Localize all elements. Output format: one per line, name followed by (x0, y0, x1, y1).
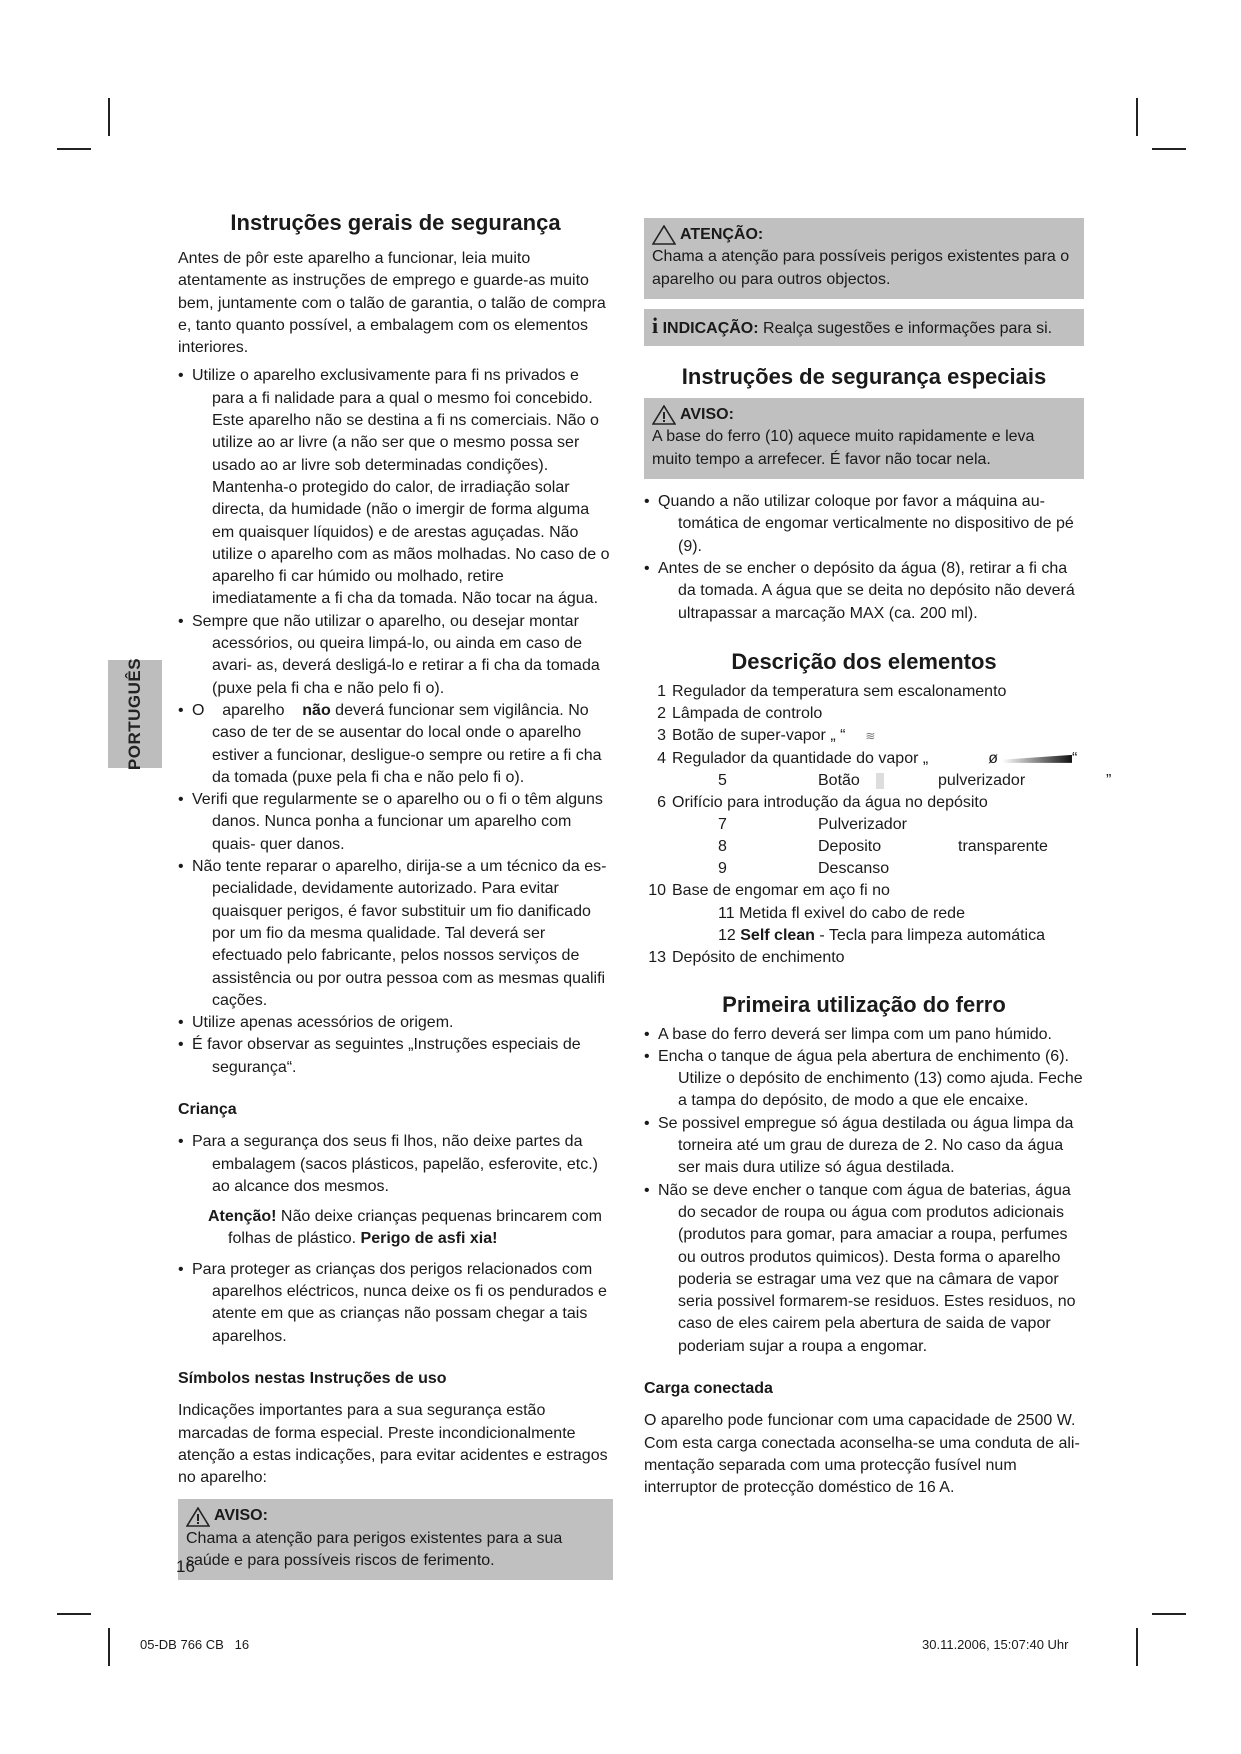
atencao-label: Atenção! (208, 1208, 277, 1226)
min-symbol: ø (988, 749, 998, 767)
first-use-list (644, 1024, 1084, 1358)
part-item (648, 748, 1084, 770)
quote: ” (1106, 772, 1112, 790)
crop-mark-tr-h (1152, 148, 1186, 150)
footer-right: 30.11.2006, 15:07:40 Uhr (922, 1637, 1069, 1652)
part-number: 10 (648, 882, 666, 900)
special-safety-title: Instruções de segurança especiais (681, 364, 1047, 390)
special-safety-list (644, 491, 1084, 625)
part-label: Lâmpada de controlo (672, 705, 823, 723)
simbolos-paragraph: Indicações importantes para a sua segurança estão marcadas de forma especial. Preste incondicionalmente atenção a estas indicações, para evitar acidentes e estragos no aparelho: (178, 1402, 608, 1487)
part-item (648, 814, 1084, 836)
part-number: 2 (657, 705, 666, 723)
aviso-title-row (186, 1505, 605, 1527)
indicacao-text: Realça sugestões e informações para si. (758, 319, 1053, 337)
crop-mark-tl-h (57, 148, 91, 150)
atencao-box (644, 218, 1084, 299)
atencao-title: ATENÇÃO: (680, 226, 764, 243)
info-icon: i (652, 312, 659, 338)
part-label: Botão (818, 772, 860, 790)
part-number: 11 (718, 904, 735, 922)
aviso-text: Chama a atenção para perigos existentes para a sua saúde e para possíveis riscos de ferimento. (186, 1529, 563, 1570)
list-item: • Para proteger as crianças dos perigos relacionados com aparelhos eléctricos, nunca deixe os fi os pendurados e atente em que as crianças não possam chegar a tais aparelhos. (178, 1259, 613, 1348)
crianca-list (178, 1131, 613, 1198)
carga-heading: Carga conectada (644, 1379, 773, 1397)
warning-triangle-icon (652, 225, 676, 245)
part-label: Regulador da temperatura sem escalonamento (672, 682, 1007, 700)
list-item: • Para a segurança dos seus fi lhos, não deixe partes da embalagem (sacos plásticos, papelão, esferovite, etc.) ao alcance dos mesmos. (178, 1131, 613, 1198)
elements-title: Descrição dos elementos (731, 648, 997, 674)
atencao-text: Chama a atenção para possíveis perigos existentes para o aparelho ou para outros objectos. (652, 248, 1070, 288)
aviso-title: AVISO: (214, 1507, 268, 1525)
part-number: 13 (648, 949, 666, 967)
part-number: 7 (718, 816, 727, 834)
part-item (648, 703, 1084, 725)
page-number: 16 (176, 1557, 195, 1576)
simbolos-heading: Símbolos nestas Instruções de uso (178, 1369, 447, 1387)
left-column (178, 210, 613, 1580)
part-item (648, 792, 1084, 814)
indicacao-label: INDICAÇÃO: (662, 319, 759, 337)
text: deverá funcionar sem vigilância. No caso de ter de se ausentar do local onde o aparelho estiver a funcionar, desligue-o sempre ou retire a fi cha da tomada (puxe pela fi cha e não pelo fi o). (212, 701, 602, 786)
spray-icon (876, 773, 884, 789)
part-label: Botão de super-vapor „ “ (672, 727, 846, 745)
aviso-box-right (644, 398, 1084, 479)
part-item (648, 947, 1084, 969)
part-number: 9 (718, 860, 727, 878)
list-item: • Verifi que regularmente se o aparelho ou o fi o têm alguns danos. Nunca ponha a funcionar um aparelho com quais- quer danos. (178, 789, 613, 856)
part-item (648, 836, 1084, 858)
aviso-title-row (652, 404, 1076, 426)
right-column (644, 218, 1112, 1499)
list-item: • Encha o tanque de água pela abertura de enchimento (6). Utilize o depósito de enchimento (13) como ajuda. Feche a tampa do depósito, de modo a que ele encaixe. (644, 1046, 1084, 1113)
atencao-text: Não deixe crianças pequenas brincarem com folhas de plástico. (228, 1208, 602, 1248)
part-item (648, 880, 1084, 902)
part-number: 4 (657, 749, 666, 767)
first-use-title: Primeira utilização do ferro (722, 991, 1006, 1017)
list-item: • Utilize o aparelho exclusivamente para fi ns privados e para a fi nalidade para a qual o mesmo foi concebido. Este aparelho não se destina a fi ns comerciais. Não o utilize ao ar livre (a não ser que o mesmo possa ser usado ao ar livre sob determinadas condições). Mantenha-o protegido do calor, de irradiação solar directa, da humidade (não o imergir de forma alguma em quaisquer líquidos) e de arestas aguçadas. Não utilize o aparelho com as mãos molhadas. No caso de o aparelho fi car húmido ou molhado, retire imediatamente a fi cha da tomada. Não tocar na água. (178, 365, 613, 610)
crop-mark-br-h (1152, 1613, 1186, 1615)
warning-triangle-icon (652, 405, 676, 425)
part-number: 5 (718, 772, 727, 790)
part-number: 6 (657, 794, 666, 812)
list-item: • Não se deve encher o tanque com água de baterias, água do secador de roupa ou água com produtos adicionais (produtos para gomar, para amaciar a roupa, perfumes ou outros produtos quimicos). Desta forma o aparelho poderia se estragar uma vez que na câmara de vapor seria possivel formarem-se residuos. Estes residuos, no caso de eles cairem pela abertura de saida de vapor poderiam sujar a roupa a engomar. (644, 1180, 1084, 1358)
part-label-bold: Self clean (740, 926, 815, 944)
list-item: • É favor observar as seguintes „Instruções especiais de segurança“. (178, 1034, 613, 1079)
part-label: Depósito de enchimento (672, 949, 845, 967)
part-label: Descanso (818, 860, 890, 878)
crop-mark-bl-v (108, 1628, 110, 1666)
part-item (648, 903, 1084, 925)
part-number: 3 (657, 727, 666, 745)
part-number: 12 (718, 926, 736, 944)
aviso-text: A base do ferro (10) aquece muito rapidamente e leva muito tempo a arrefecer. É favor não tocar nela. (652, 428, 1035, 468)
language-tab (108, 657, 162, 771)
parts-list (648, 681, 1112, 970)
indicacao-box (644, 309, 1084, 346)
footer-left: 05-DB 766 CB 16 (140, 1637, 250, 1652)
language-tab-label: PORTUGUÊS (125, 657, 144, 771)
safety-list (178, 365, 613, 1079)
perigo-label: Perigo de asfi xia! (360, 1230, 498, 1248)
part-label: Orifício para introdução da água no depósito (672, 794, 988, 812)
crianca-list-2 (178, 1259, 613, 1348)
general-safety-title: Instruções gerais de segurança (230, 210, 561, 235)
slider-wedge-icon (1002, 755, 1072, 763)
crop-mark-tr-v (1136, 98, 1138, 136)
emphasis: não (302, 701, 331, 719)
list-item: • Utilize apenas acessórios de origem. (178, 1012, 613, 1034)
part-label: Pulverizador (818, 816, 907, 834)
part-label: - Tecla para limpeza automática (814, 926, 1045, 944)
crop-mark-tl-v (108, 98, 110, 136)
aviso-title: AVISO: (680, 406, 734, 424)
list-item: • Antes de se encher o depósito da água (8), retirar a fi cha da tomada. A água que se deita no depósito não deverá ultrapassar a marcação MAX (ca. 200 ml). (644, 558, 1084, 625)
part-number: 1 (657, 682, 666, 700)
part-item (648, 725, 1084, 747)
warning-triangle-icon (186, 1507, 210, 1527)
part-label: Metida fl exivel do cabo de rede (739, 904, 965, 922)
steam-icon: ≋ (865, 729, 876, 744)
list-item: • Sempre que não utilizar o aparelho, ou desejar montar acessórios, ou queira limpá-lo, ou ainda em caso de avari- as, deverá desligá-lo e retirar a fi cha da tomada (puxe pela fi cha e não pelo fi o). (178, 611, 613, 700)
part-label: transparente (958, 838, 1048, 856)
steam-regulator-icon (988, 748, 1072, 770)
crianca-heading: Criança (178, 1100, 237, 1118)
atencao-title-row (652, 224, 1076, 246)
crop-mark-bl-h (57, 1613, 91, 1615)
part-number: 8 (718, 838, 727, 856)
part-label: Deposito (818, 838, 882, 856)
part-item (648, 925, 1084, 947)
list-item (178, 700, 613, 789)
list-item: • Quando a não utilizar coloque por favor a máquina au- tomática de engomar verticalmente no dispositivo de pé (9). (644, 491, 1084, 558)
part-label: Regulador da quantidade do vapor „ (672, 749, 929, 767)
list-item: • Não tente reparar o aparelho, dirija-se a um técnico da es- pecialidade, devidamente autorizado. Para evitar quaisquer perigos, é favor substituir um fio danificado por um fio da mesma qualidade. Tal deverá ser efectuado pelo fabricante, pelos nossos serviços de assistência ou por outra pessoa com as mesmas qualifi cações. (178, 856, 613, 1012)
part-label: Base de engomar em aço fi no (672, 882, 890, 900)
list-item: • A base do ferro deverá ser limpa com um pano húmido. (644, 1024, 1084, 1046)
aviso-box-left (178, 1499, 613, 1580)
text: O aparelho (192, 701, 303, 719)
carga-paragraph: O aparelho pode funcionar com uma capacidade de 2500 W. Com esta carga conectada aconselha-se uma conduta de ali- mentação separada com uma protecção fusível num interruptor de protecção doméstico de 16 A. (644, 1412, 1080, 1497)
atencao-note (188, 1206, 613, 1251)
part-label: pulverizador (938, 772, 1026, 790)
part-item (648, 770, 1112, 792)
part-item (648, 681, 1084, 703)
crop-mark-br-v (1136, 1628, 1138, 1666)
part-item (648, 858, 1084, 880)
list-item: • Se possivel empregue só água destilada ou água limpa da torneira até um grau de dureza de 2. No caso da água ser mais dura utilize só água destilada. (644, 1113, 1084, 1180)
quote: “ (1071, 749, 1078, 767)
intro-paragraph: Antes de pôr este aparelho a funcionar, leia muito atentamente as instruções de emprego e guarde-as muito bem, juntamente com o talão de garantia, o talão de compra e, tanto quanto possível, a embalagem com os elementos interiores. (178, 250, 606, 357)
